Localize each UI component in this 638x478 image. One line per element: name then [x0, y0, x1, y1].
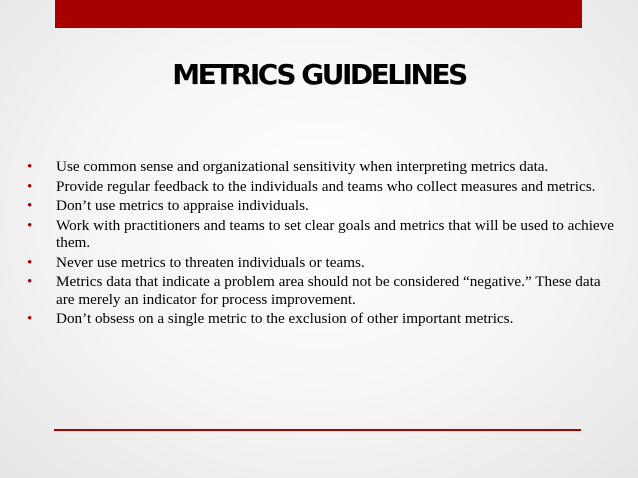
bullet-marker: • [27, 273, 33, 290]
bullet-marker: • [27, 177, 33, 195]
bullet-marker: • [27, 216, 33, 234]
bullet-text: Don’t use metrics to appraise individuals. [56, 197, 309, 214]
bullet-text: Never use metrics to threaten individuals or teams. [56, 253, 365, 271]
top-accent-bar [55, 0, 582, 28]
bullet-item [27, 310, 617, 328]
bullet-marker: • [27, 197, 33, 214]
bullet-item [27, 273, 617, 308]
bullet-text: Provide regular feedback to the individuals and teams who collect measures and metrics. [56, 177, 596, 195]
bullet-item [27, 158, 617, 176]
bullet-text: Don’t obsess on a single metric to the exclusion of other important metrics. [56, 310, 514, 327]
bullet-text: Metrics data that indicate a problem area should not be considered “negative.” These data are merely an indicator for process improvement. [56, 273, 601, 308]
bullet-item [27, 178, 617, 196]
bullet-marker: • [27, 158, 33, 175]
bullet-marker: • [27, 310, 33, 327]
slide-title: METRICS GUIDELINES [172, 58, 466, 91]
bullet-text: Use common sense and organizational sensitivity when interpreting metrics data. [56, 158, 549, 175]
bullet-text: Work with practitioners and teams to set clear goals and metrics that will be used to achieve them. [56, 216, 615, 251]
bullet-marker: • [27, 253, 33, 271]
bullet-item [27, 217, 617, 252]
bullet-item [27, 197, 617, 215]
bottom-divider [54, 429, 581, 431]
bullet-list [27, 158, 617, 330]
bullet-item [27, 254, 617, 272]
